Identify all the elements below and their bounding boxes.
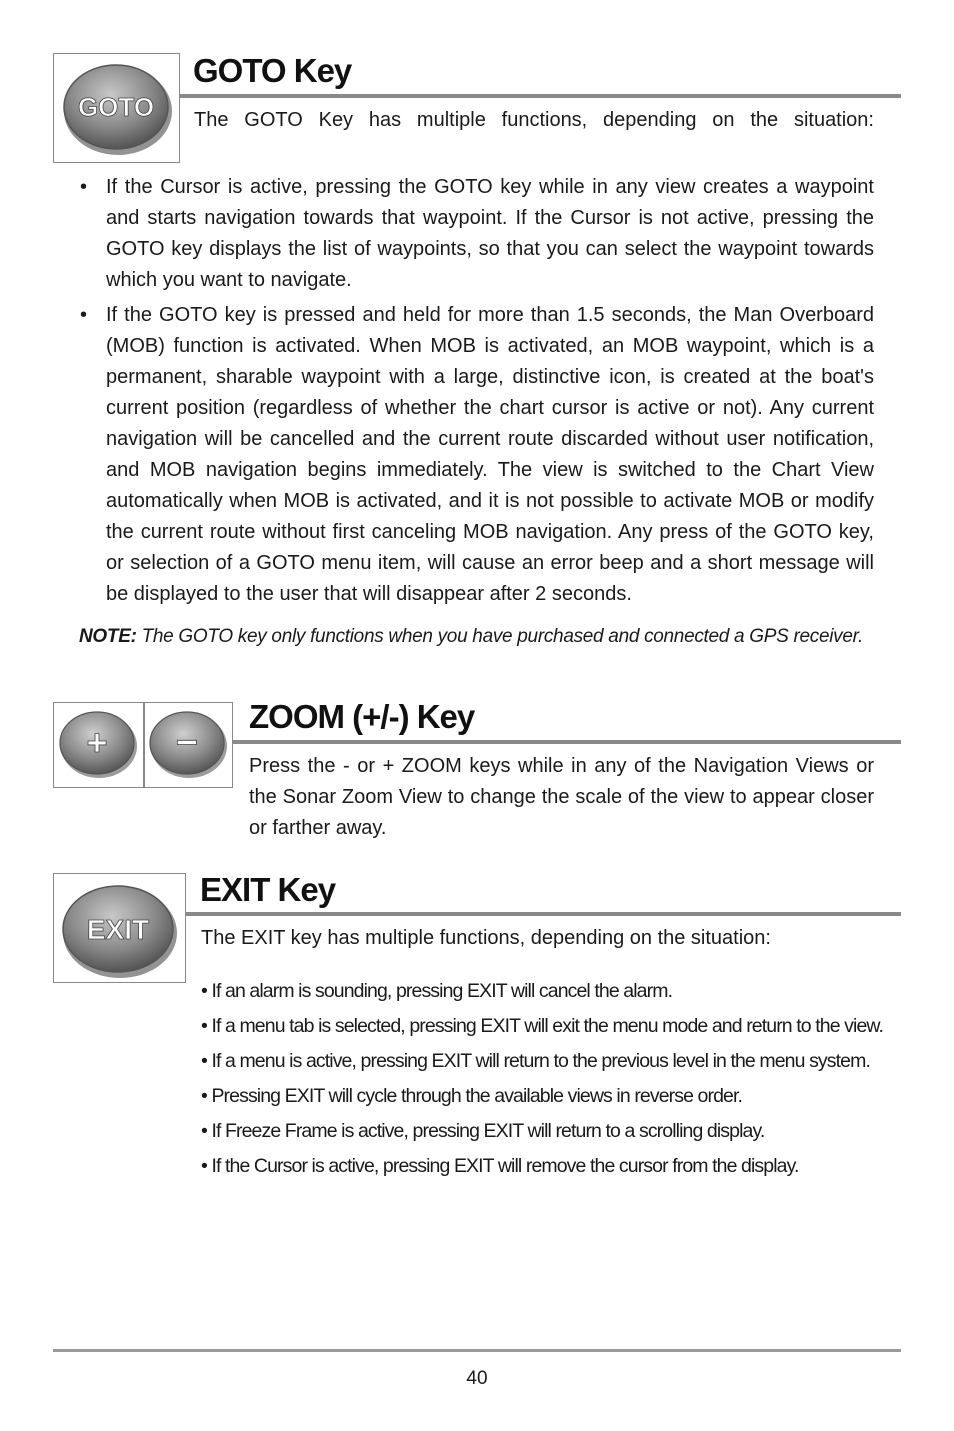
minus-key-icon [145, 703, 232, 787]
goto-intro: The GOTO Key has multiple functions, depending on the situation: [194, 109, 874, 131]
list-item: • If the Cursor is active, pressing the GOTO key while in any view creates a waypoint and starts navigation towards that waypoint. If the Cursor is not active, pressing the GOTO key displays the list of waypoints, so that you can select the waypoint towards which you want to navigate. [78, 172, 874, 296]
page-number: 40 [466, 1368, 488, 1389]
list-item: • If a menu is active, pressing EXIT will return to the previous level in the menu system. [201, 1050, 870, 1072]
list-item: • If a menu tab is selected, pressing EXIT will exit the menu mode and return to the view. [201, 1015, 884, 1037]
minus-key-label: − [175, 722, 199, 764]
list-item: • If an alarm is sounding, pressing EXIT will cancel the alarm. [201, 980, 673, 1002]
zoom-heading: ZOOM (+/-) Key [249, 698, 475, 735]
exit-key-image-frame [53, 873, 186, 983]
list-item: • If the Cursor is active, pressing EXIT will remove the cursor from the display. [201, 1155, 799, 1177]
exit-intro: The EXIT key has multiple functions, depending on the situation: [201, 927, 771, 949]
exit-item-list [201, 974, 901, 1184]
list-item: • If Freeze Frame is active, pressing EXIT will return to a scrolling display. [201, 1120, 765, 1142]
exit-heading: EXIT Key [200, 871, 336, 908]
zoom-minus-key-frame [144, 702, 233, 788]
plus-key-icon [54, 703, 143, 787]
exit-key-icon [54, 874, 185, 982]
goto-key-icon [54, 54, 179, 162]
zoom-plus-key-frame [53, 702, 144, 788]
plus-key-label: + [86, 722, 108, 763]
goto-heading: GOTO Key [193, 52, 352, 89]
goto-key-label: GOTO [77, 92, 155, 122]
goto-bullet-list [78, 172, 874, 614]
exit-key-label: EXIT [86, 914, 150, 945]
list-item: • If the GOTO key is pressed and held for more than 1.5 seconds, the Man Overboard (MOB) function is activated. When MOB is activated, an MOB waypoint, which is a permanent, sharable waypoint with a large, distinctive icon, is created at the boat's current position (regardless of whether the chart cursor is active or not). Any current navigation will be cancelled and the current route discarded without user notification, and MOB navigation begins immediately. The view is switched to the Chart View automatically when MOB is activated, and it is not possible to activate MOB or modify the current route without first canceling MOB navigation. Any press of the GOTO key, or selection of a GOTO menu item, will cause an error beep and a short message will be displayed to the user that will disappear after 2 seconds. [78, 300, 874, 610]
footer-rule [53, 1349, 901, 1352]
exit-heading-rule [186, 912, 901, 916]
note-label: NOTE: [79, 626, 137, 647]
note-text: The GOTO key only functions when you have purchased and connected a GPS receiver. [141, 626, 863, 647]
list-item: • Pressing EXIT will cycle through the available views in reverse order. [201, 1085, 743, 1107]
goto-heading-rule [180, 94, 901, 98]
zoom-text: Press the - or + ZOOM keys while in any of the Navigation Views or the Sonar Zoom View to change the scale of the view to appear closer or farther away. [249, 755, 874, 839]
zoom-heading-rule [233, 740, 901, 744]
goto-key-image-frame [53, 53, 180, 163]
goto-note [79, 626, 899, 648]
